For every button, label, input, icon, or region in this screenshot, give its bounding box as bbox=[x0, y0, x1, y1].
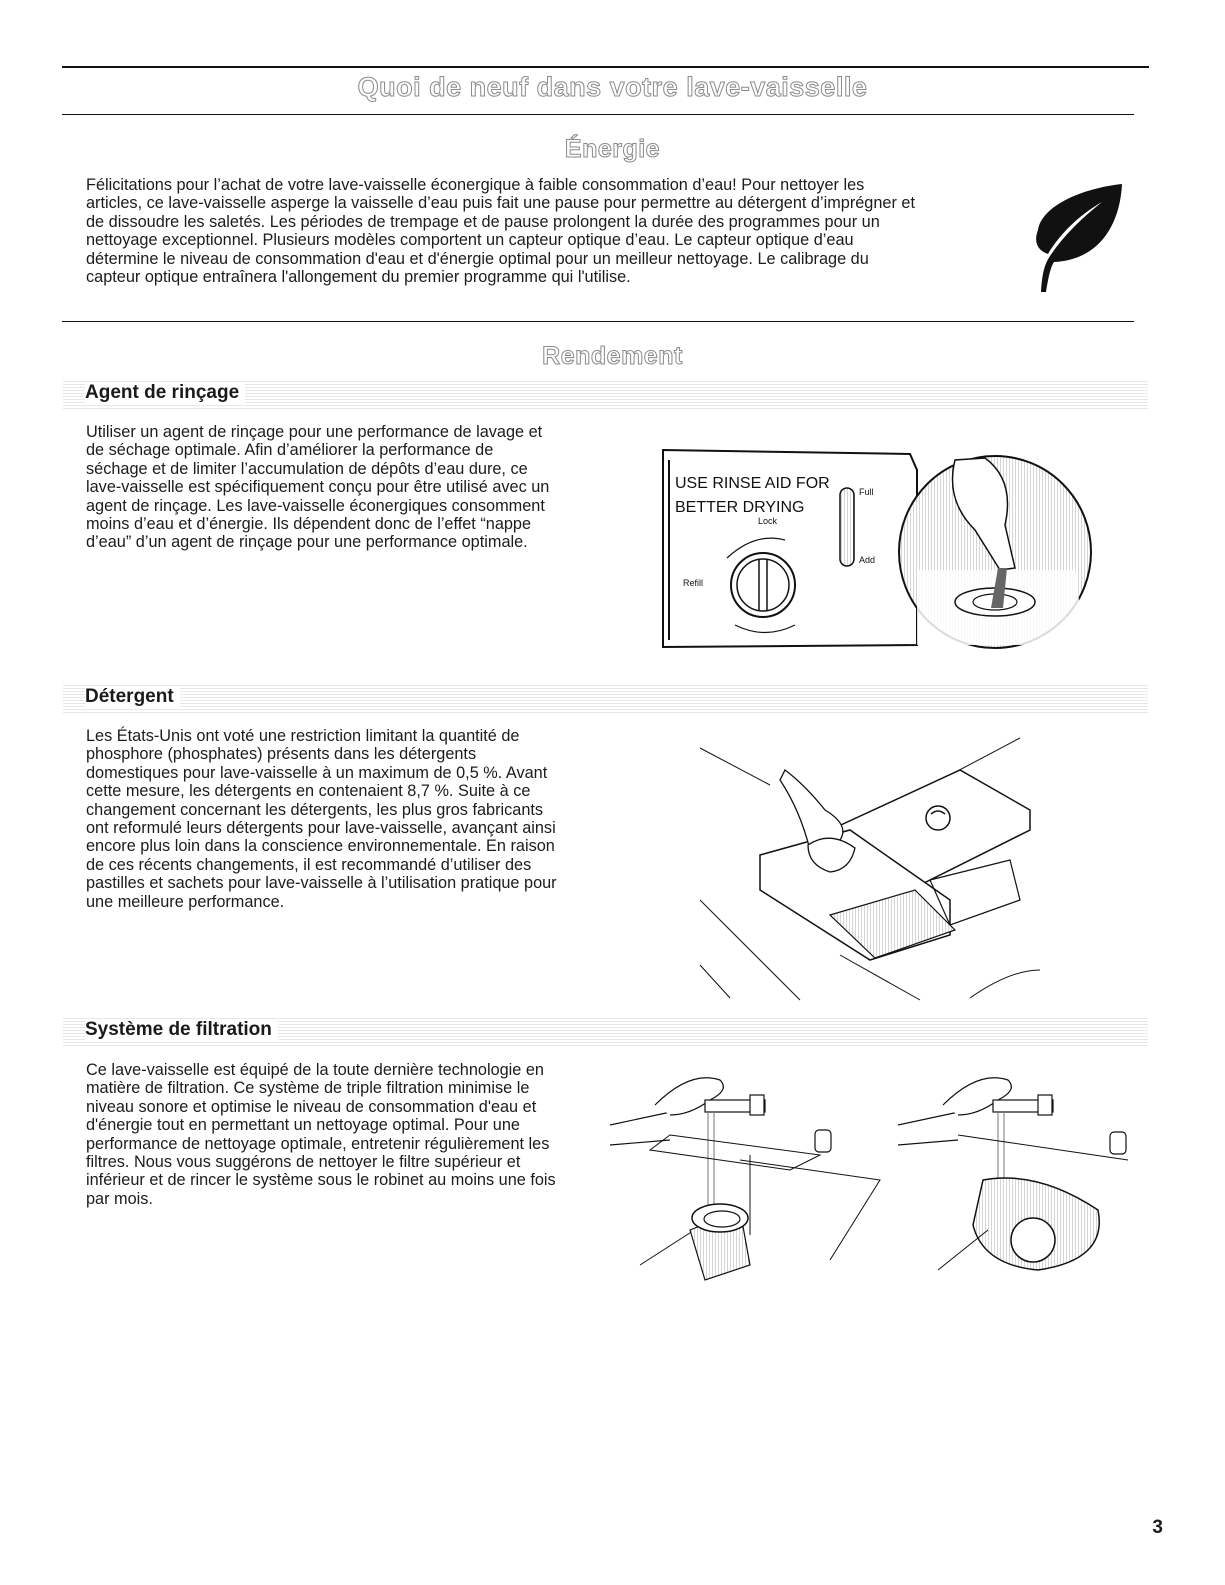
section-band-filtration bbox=[63, 1016, 1148, 1046]
rinse-line2: BETTER DRYING bbox=[675, 499, 805, 516]
detergent-line: cette mesure, les détergents en contenaient 8,7 %. Suite à ce bbox=[86, 782, 531, 801]
detergent-line: ont reformulé leurs détergents pour lave-vaisselle, avançant ainsi bbox=[86, 819, 556, 838]
rendement-heading: Rendement bbox=[542, 342, 683, 370]
detergent-paragraph bbox=[86, 727, 606, 911]
detergent-line: de ces récents changements, il est recommandé d’utiliser des bbox=[86, 855, 532, 874]
agent-title: Agent de rinçage bbox=[85, 382, 245, 404]
filtration-line: par mois. bbox=[86, 1189, 153, 1208]
rinse-full-label: Full bbox=[859, 487, 874, 497]
rinse-lock-label: Lock bbox=[758, 516, 778, 526]
page-title: Quoi de neuf dans votre lave-vaisselle bbox=[357, 72, 868, 102]
energie-rule bbox=[62, 321, 1134, 322]
section-band-agent bbox=[63, 379, 1148, 409]
agent-line: agent de rinçage. Les lave-vaisselle éconergiques consomment bbox=[86, 496, 545, 515]
detergent-line: changement concernant les détergents, les plus gros fabricants bbox=[86, 800, 544, 819]
filter-rinse-illustration-upper bbox=[610, 1060, 895, 1300]
filtration-line: filtres. Nous vous suggérons de nettoyer le filtre supérieur et bbox=[86, 1153, 521, 1172]
filtration-title: Système de filtration bbox=[85, 1019, 278, 1041]
agent-line: moins d’eau et d’énergie. Ils dépendent donc de l’effet “nappe bbox=[86, 515, 532, 534]
agent-line: séchage et de limiter l’accumulation de dépôts d’eau dure, ce bbox=[86, 459, 528, 478]
filtration-line: d'énergie tout en permettant un nettoyage optimal. Pour une bbox=[86, 1116, 520, 1135]
title-rule bbox=[62, 114, 1134, 115]
filtration-line: inférieur et de rincer le système sous le robinet au moins une fois bbox=[86, 1171, 556, 1190]
detergent-line: encore plus loin dans la conscience environnementale. En raison bbox=[86, 837, 555, 856]
energie-line: Félicitations pour l’achat de votre lave-vaisselle éconergique à faible consommation d’eau! Pour nettoyer les bbox=[86, 176, 865, 194]
page-number: 3 bbox=[1152, 1517, 1163, 1538]
rinse-dial bbox=[731, 553, 795, 617]
energie-paragraph bbox=[86, 176, 1016, 286]
filtration-line: Ce lave-vaisselle est équipé de la toute dernière technologie en bbox=[86, 1061, 544, 1079]
filtration-line: performance de nettoyage optimale, entretenir régulièrement les bbox=[86, 1134, 550, 1153]
detergent-line: domestiques pour lave-vaisselle à un maximum de 0,5 %. Avant bbox=[86, 763, 548, 782]
detergent-dispenser-illustration bbox=[690, 730, 1050, 1005]
rinse-line1: USE RINSE AID FOR bbox=[675, 475, 830, 492]
section-band-detergent bbox=[63, 683, 1148, 713]
top-rule bbox=[62, 66, 1149, 68]
energie-line: détermine le niveau de consommation d'eau et d'énergie optimal pour un meilleur nettoyage. Le calibrage du bbox=[86, 249, 869, 268]
detergent-title: Détergent bbox=[85, 686, 180, 708]
energie-line: nettoyage exceptionnel. Plusieurs modèles comportent un capteur optique d’eau. Le capteur optique d’eau bbox=[86, 231, 854, 250]
agent-line: de séchage optimale. Afin d’améliorer la performance de bbox=[86, 441, 494, 460]
leaf-icon bbox=[1024, 180, 1134, 295]
energie-heading: Énergie bbox=[564, 135, 661, 163]
agent-paragraph bbox=[86, 423, 606, 552]
detergent-line: Les États-Unis ont voté une restriction limitant la quantité de bbox=[86, 727, 520, 745]
energie-line: de dissoudre les saletés. Les périodes de trempage et de pause prolongent la durée des programmes pour un bbox=[86, 212, 880, 231]
filtration-line: matière de filtration. Ce système de triple filtration minimise le bbox=[86, 1079, 530, 1098]
agent-line: Utiliser un agent de rinçage pour une performance de lavage et bbox=[86, 423, 543, 441]
agent-line: d’eau” d’un agent de rinçage pour une performance optimale. bbox=[86, 533, 528, 552]
detergent-line: phosphore (phosphates) présents dans les détergents bbox=[86, 745, 477, 764]
rinse-aid-illustration bbox=[655, 440, 1135, 655]
filter-rinse-illustration-lower bbox=[898, 1060, 1133, 1295]
cylinder-filter bbox=[690, 1204, 750, 1280]
detergent-line: pastilles et sachets pour lave-vaisselle à l’utilisation pratique pour bbox=[86, 874, 557, 893]
disc-filter bbox=[973, 1178, 1099, 1270]
filtration-paragraph bbox=[86, 1061, 606, 1208]
rinse-level-indicator bbox=[840, 488, 854, 566]
energie-line: capteur optique entraînera l'allongement du premier programme qui l'utilise. bbox=[86, 268, 631, 287]
detergent-line: une meilleure performance. bbox=[86, 892, 285, 911]
rinse-add-label: Add bbox=[859, 555, 876, 565]
energie-line: articles, ce lave-vaisselle asperge la vaisselle d’eau puis fait une pause pour permettre au détergent d’imprégner et bbox=[86, 194, 916, 213]
filtration-line: niveau sonore et optimise le niveau de consommation d'eau et bbox=[86, 1097, 537, 1116]
agent-line: lave-vaisselle est spécifiquement conçu pour être utilisé avec un bbox=[86, 478, 550, 497]
rinse-refill-label: Refill bbox=[683, 578, 704, 588]
